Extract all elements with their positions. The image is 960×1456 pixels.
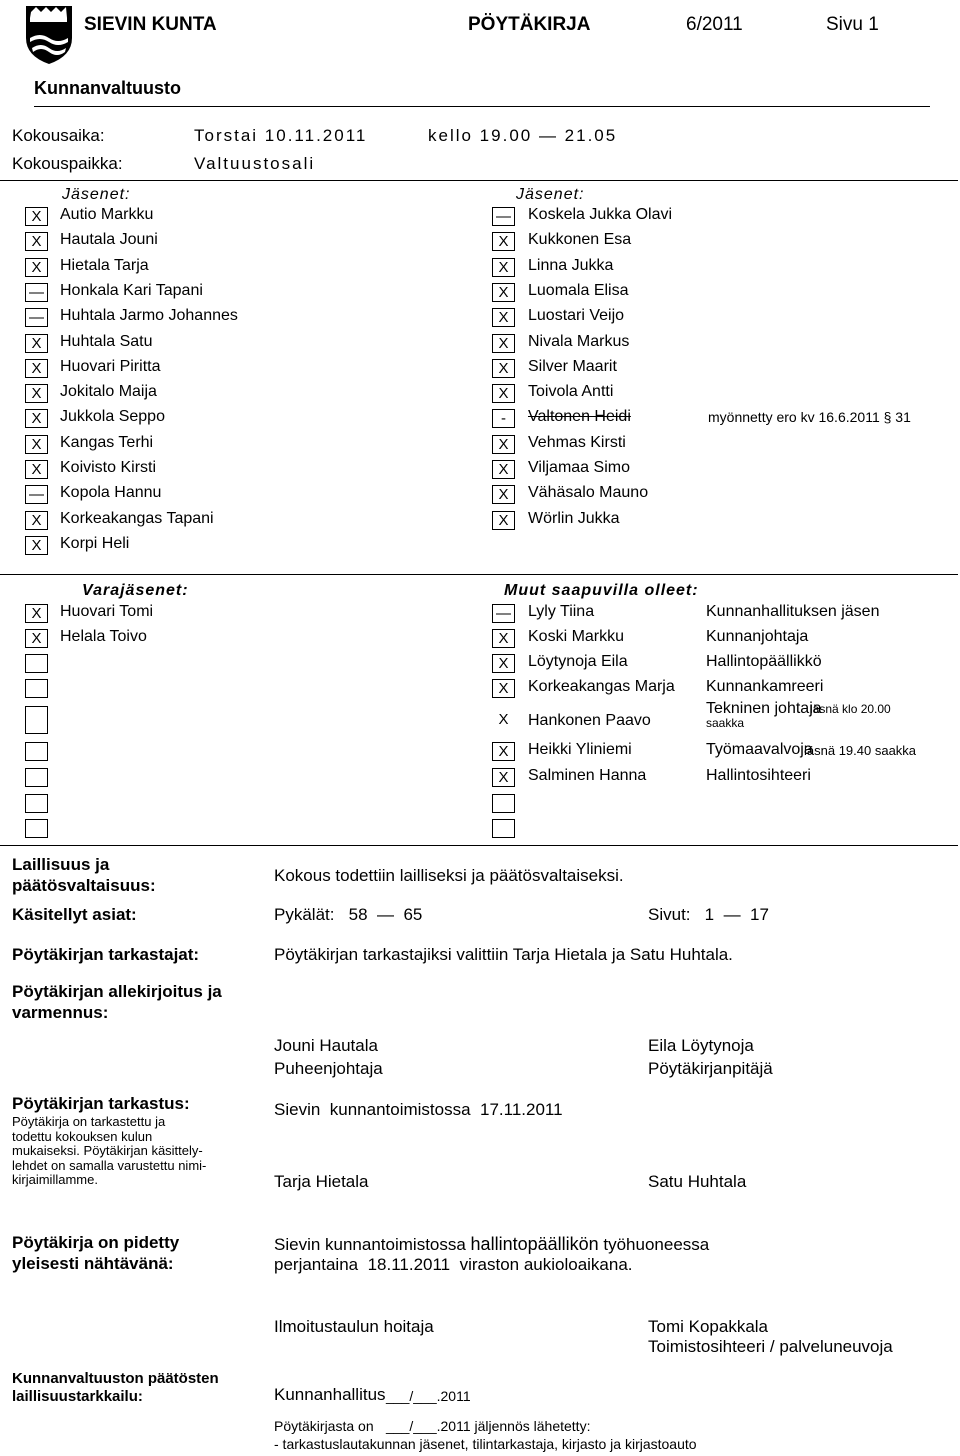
- legality-check-label-2: laillisuustarkkailu:: [12, 1388, 143, 1405]
- attendee-checkbox: [492, 819, 515, 838]
- meeting-place-value: Valtuustosali: [194, 154, 316, 173]
- inspector-1-name: Tarja Hietala: [274, 1172, 369, 1191]
- member-name: Kopola Hannu: [60, 484, 162, 502]
- copy-date: ___/___.2011 jäljennös lähetetty:: [386, 1418, 591, 1434]
- public-text-line2: perjantaina 18.11.2011 viraston aukioloaikana.: [274, 1255, 633, 1274]
- meeting-time-value: Torstai 10.11.2011: [194, 126, 368, 145]
- member-name: Koivisto Kirsti: [60, 459, 157, 476]
- attendance-checkbox: X: [25, 511, 48, 530]
- copy-recipients: - tarkastuslautakunnan jäsenet, tilintarkastaja, kirjasto ja kirjastoauto: [274, 1436, 697, 1452]
- deputy-checkbox: [25, 654, 48, 673]
- attendance-checkbox: X: [492, 334, 515, 353]
- attendee-checkbox: X: [492, 742, 515, 761]
- attendance-checkbox: X: [25, 258, 48, 277]
- attendance-checkbox: X: [492, 308, 515, 327]
- attendee-role: Hallintosihteeri: [706, 767, 811, 784]
- secretary-title: Pöytäkirjanpitäjä: [648, 1059, 773, 1078]
- handled-sections: Pykälät: 58 — 65: [274, 905, 423, 924]
- inspectors-label: Pöytäkirjan tarkastajat:: [12, 945, 200, 964]
- board-name: Kunnanhallitus: [274, 1385, 386, 1404]
- attendance-divider: [0, 845, 958, 846]
- legality-text: Kokous todettiin lailliseksi ja päätösvaltaiseksi.: [274, 866, 624, 885]
- deputy-checkbox: [25, 819, 48, 838]
- inspection-place-date: Sievin kunnantoimistossa 17.11.2011: [274, 1100, 563, 1119]
- chair-title: Puheenjohtaja: [274, 1059, 383, 1078]
- inspector-2-name: Satu Huhtala: [648, 1172, 747, 1191]
- coat-of-arms-logo: [22, 4, 76, 66]
- header-divider: [34, 106, 930, 107]
- inspection-note-line: Pöytäkirja on tarkastettu ja: [12, 1114, 166, 1129]
- member-name: Kukkonen Esa: [528, 231, 632, 249]
- attendee-name: Salminen Hanna: [528, 767, 647, 784]
- attendee-role-note: läsnä 19.40 saakka: [804, 743, 917, 758]
- member-name: Vehmas Kirsti: [528, 433, 626, 451]
- attendee-name: Hankonen Paavo: [528, 712, 651, 729]
- public-label-1: Pöytäkirja on pidetty: [12, 1233, 180, 1252]
- attendance-checkbox: X: [25, 435, 48, 454]
- attendance-checkbox: —: [25, 485, 48, 504]
- attendance-checkbox: X: [492, 460, 515, 479]
- member-name: Hautala Jouni: [60, 231, 158, 249]
- attendee-name: Heikki Yliniemi: [528, 741, 632, 758]
- member-name: Toivola Antti: [528, 383, 614, 401]
- member-name: Huovari Piritta: [60, 357, 161, 375]
- inspection-note-line: mukaiseksi. Pöytäkirjan käsittely-: [12, 1143, 203, 1158]
- attendee-name: Lyly Tiina: [528, 603, 595, 620]
- public-text-post: työhuoneessa: [598, 1235, 710, 1254]
- deputy-checkbox: X: [25, 604, 48, 623]
- legality-check-label-1: Kunnanvaltuuston päätösten: [12, 1370, 219, 1387]
- member-name: Valtonen Heidi: [528, 408, 631, 426]
- legality-label-2: päätösvaltaisuus:: [12, 876, 156, 895]
- attendance-checkbox: X: [25, 359, 48, 378]
- members-heading-left: Jäsenet:: [62, 186, 131, 203]
- member-name: Luostari Veijo: [528, 307, 625, 325]
- deputy-checkbox: [25, 679, 48, 698]
- attendance-checkbox: X: [492, 283, 515, 302]
- member-name: Honkala Kari Tapani: [60, 281, 203, 299]
- attendance-checkbox: X: [492, 384, 515, 403]
- notice-keeper-label: Ilmoitustaulun hoitaja: [274, 1317, 434, 1336]
- attendance-checkbox: X: [25, 409, 48, 428]
- deputy-checkbox: X: [25, 629, 48, 648]
- attendance-checkbox: X: [25, 232, 48, 251]
- meeting-place-label: Kokouspaikka:: [12, 154, 123, 173]
- document-number: 6/2011: [686, 14, 743, 35]
- deputy-name: Huovari Tomi: [60, 603, 154, 620]
- members-divider: [0, 574, 958, 575]
- attendance-checkbox: X: [25, 384, 48, 403]
- copy-prefix: Pöytäkirjasta on: [274, 1418, 374, 1434]
- member-name: Luomala Elisa: [528, 281, 629, 299]
- inspection-label: Pöytäkirjan tarkastus:: [12, 1094, 190, 1113]
- deputy-checkbox: [25, 742, 48, 761]
- meeting-divider: [0, 180, 958, 181]
- member-name: Silver Maarit: [528, 357, 617, 375]
- attendee-name: Korkeakangas Marja: [528, 678, 675, 695]
- attendance-checkbox: —: [492, 207, 515, 226]
- attendee-checkbox: X: [492, 654, 515, 673]
- public-text-bold: hallintopäällikön: [470, 1234, 599, 1254]
- member-name: Jukkola Seppo: [60, 408, 165, 426]
- attendee-role: Hallintopäällikkö: [706, 653, 822, 670]
- attendance-checkbox: —: [25, 283, 48, 302]
- others-heading: Muut saapuvilla olleet:: [504, 582, 699, 599]
- attendee-role: Kunnanjohtaja: [706, 628, 809, 645]
- notice-keeper-name: Tomi Kopakkala: [648, 1317, 769, 1336]
- attendance-checkbox: X: [492, 359, 515, 378]
- attendee-checkbox: [492, 794, 515, 813]
- attendee-checkbox: X: [492, 629, 515, 648]
- attendee-role-note: läsnä klo 20.00 saakka: [706, 702, 891, 730]
- signing-label-2: varmennus:: [12, 1003, 109, 1022]
- document-type: PÖYTÄKIRJA: [468, 14, 591, 35]
- notice-keeper-title: Toimistosihteeri / palveluneuvoja: [648, 1337, 893, 1356]
- attendance-checkbox: X: [25, 460, 48, 479]
- attendee-checkbox: —: [492, 604, 515, 623]
- signing-label-1: Pöytäkirjan allekirjoitus ja: [12, 982, 222, 1001]
- organ-name: Kunnanvaltuusto: [34, 78, 181, 98]
- page-label: Sivu 1: [826, 14, 879, 35]
- inspection-note-line: lehdet on samalla varustettu nimi-: [12, 1157, 207, 1173]
- member-name: Hietala Tarja: [60, 256, 149, 274]
- meeting-time-clock: kello 19.00 — 21.05: [428, 126, 618, 145]
- inspectors-text: Pöytäkirjan tarkastajiksi valittiin Tarja Hietala ja Satu Huhtala.: [274, 945, 733, 964]
- deputy-checkbox: [25, 794, 48, 813]
- member-name: Huhtala Jarmo Johannes: [60, 307, 238, 325]
- attendee-role: Kunnankamreeri: [706, 678, 824, 695]
- handled-label: Käsitellyt asiat:: [12, 905, 137, 924]
- member-name: Kangas Terhi: [60, 433, 154, 451]
- meeting-time-label: Kokousaika:: [12, 126, 105, 145]
- handled-pages: Sivut: 1 — 17: [648, 905, 769, 924]
- attendee-role: Tekninen johtaja: [706, 700, 822, 717]
- attendance-checkbox: X: [25, 536, 48, 555]
- member-name: Korpi Heli: [60, 534, 130, 552]
- deputy-checkbox: [25, 768, 48, 787]
- deputy-name: Helala Toivo: [60, 628, 147, 645]
- attendance-checkbox: X: [25, 334, 48, 353]
- chair-name: Jouni Hautala: [274, 1036, 378, 1055]
- member-note: myönnetty ero kv 16.6.2011 § 31: [708, 409, 911, 426]
- member-name: Autio Markku: [60, 206, 154, 223]
- member-name: Jokitalo Maija: [60, 383, 157, 401]
- attendance-checkbox: —: [25, 308, 48, 327]
- member-name: Huhtala Satu: [60, 332, 153, 350]
- attendee-checkbox: X: [492, 768, 515, 787]
- deputies-heading: Varajäsenet:: [82, 582, 189, 599]
- board-date: ___/___.2011: [386, 1388, 471, 1404]
- attendee-role: Työmaavalvoja: [706, 741, 813, 758]
- attendance-checkbox: -: [492, 409, 515, 428]
- members-heading-right: Jäsenet:: [516, 186, 585, 203]
- attendance-checkbox: X: [492, 511, 515, 530]
- member-name: Viljamaa Simo: [528, 459, 630, 476]
- member-name: Koskela Jukka Olavi: [528, 206, 673, 223]
- legality-label-1: Laillisuus ja: [12, 855, 110, 874]
- attendee-checkbox: X: [492, 679, 515, 698]
- member-name: Wörlin Jukka: [528, 509, 620, 527]
- attendance-checkbox: X: [25, 207, 48, 226]
- member-name: Vähäsalo Mauno: [528, 484, 649, 502]
- attendee-name: Koski Markku: [528, 628, 625, 645]
- municipality-name: SIEVIN KUNTA: [84, 14, 217, 35]
- attendee-checkbox: X: [492, 706, 515, 734]
- attendance-checkbox: X: [492, 232, 515, 251]
- attendance-checkbox: X: [492, 485, 515, 504]
- member-name: Linna Jukka: [528, 256, 614, 274]
- public-label-2: yleisesti nähtävänä:: [12, 1254, 174, 1273]
- inspection-note-line: todettu kokouksen kulun: [12, 1128, 153, 1144]
- member-name: Korkeakangas Tapani: [60, 509, 214, 527]
- attendee-role: Kunnanhallituksen jäsen: [706, 603, 880, 620]
- inspection-note-line: kirjaimillamme.: [12, 1172, 98, 1187]
- attendance-checkbox: X: [492, 258, 515, 277]
- public-text-pre: Sievin kunnantoimistossa: [274, 1235, 471, 1254]
- secretary-name: Eila Löytynoja: [648, 1036, 754, 1055]
- public-text: [274, 1234, 709, 1255]
- deputy-checkbox: [25, 706, 48, 734]
- attendance-checkbox: X: [492, 435, 515, 454]
- attendee-name: Löytynoja Eila: [528, 653, 628, 670]
- member-name: Nivala Markus: [528, 332, 630, 350]
